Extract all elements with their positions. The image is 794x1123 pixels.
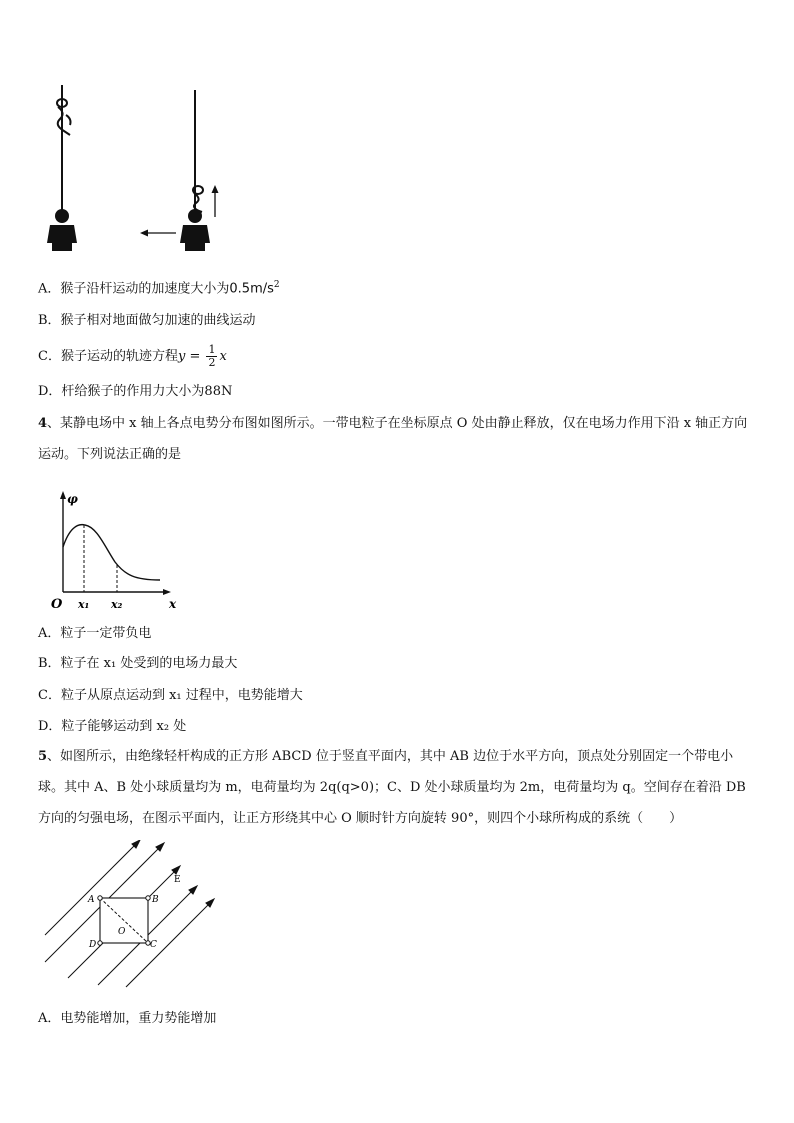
q3-option-c: C．猴子运动的轨迹方程y = $\frac{1}{2}$ x (38, 343, 227, 369)
graph-origin-label: O (51, 597, 63, 612)
q3-option-c-fraction: $\frac{1}{2}$ (208, 343, 216, 369)
q4-stem-text: 、某静电场中 x 轴上各点电势分布图如图所示。一带电粒子在坐标原点 O 处由静止释放，仅在电场力作用下沿 x 轴正方向运动。下列说法正确的是 (38, 416, 748, 462)
vertex-b (146, 896, 150, 900)
label-d: D (89, 940, 97, 950)
q3-option-a (38, 277, 280, 297)
person-right-icon (180, 209, 210, 251)
q4-option-b: B．粒子在 x₁ 处受到的电场力最大 (38, 656, 238, 671)
person-left-icon (47, 209, 77, 251)
monkey-pole-figure (40, 85, 240, 260)
vertex-d (98, 941, 102, 945)
q3-option-a-value: 0.5m/s (229, 281, 274, 297)
q3-option-a-prefix: A．猴子沿杆运动的加速度大小为 (38, 281, 230, 297)
arrow-left-icon (140, 230, 176, 237)
label-c: C (150, 940, 157, 950)
q3-option-c-prefix: C．猴子运动的轨迹方程 (38, 349, 178, 364)
graph-xlabel: x (169, 597, 177, 611)
q3-option-c-var: x (219, 349, 227, 364)
graph-ylabel: φ (67, 492, 78, 506)
potential-graph (45, 487, 185, 615)
q3-option-a-sup: 2 (273, 280, 280, 290)
monkey-left-icon (57, 99, 71, 135)
q5-stem-text: 、如图所示，由绝缘轻杆构成的正方形 ABCD 位于竖直平面内，其中 AB 边位于水平方向，顶点处分别固定一个带电小球。其中 A、B 处小球质量均为 m，电荷量均为 2q(q>0)；C、D 处小球质量均为 2m，电荷量均为 q。空间存在着沿 DB 方向的匀强电场，在图示平面内，让正方形绕其中心 O 顺时针方向旋转 90°，则四个小球所构成的系统（ ） (38, 749, 746, 826)
q3-option-b: B．猴子相对地面做匀加速的曲线运动 (38, 313, 256, 328)
q4-stem (38, 408, 758, 470)
q4-option-c: C．粒子从原点运动到 x₁ 过程中，电势能增大 (38, 688, 303, 703)
graph-x2-label: x₂ (111, 598, 123, 611)
vertex-a (98, 896, 102, 900)
square-field-figure (40, 840, 230, 990)
q4-number: 4 (38, 416, 48, 431)
q5-option-a: A．电势能增加，重力势能增加 (38, 1011, 217, 1026)
q4-option-d: D．粒子能够运动到 x₂ 处 (38, 719, 187, 734)
graph-x1-label: x₁ (78, 598, 90, 611)
q4-option-a: A．粒子一定带负电 (38, 626, 152, 641)
q3-option-d: D．杆给猴子的作用力大小为88N (38, 384, 233, 399)
q5-number: 5 (38, 749, 48, 764)
label-o: O (118, 927, 126, 937)
label-e: E (174, 875, 181, 885)
q3-option-c-lhs: y (177, 349, 186, 364)
q5-stem (38, 741, 758, 834)
label-a: A (88, 895, 95, 905)
arrow-up-icon (212, 185, 219, 217)
potential-curve (63, 525, 160, 580)
label-b: B (152, 895, 159, 905)
